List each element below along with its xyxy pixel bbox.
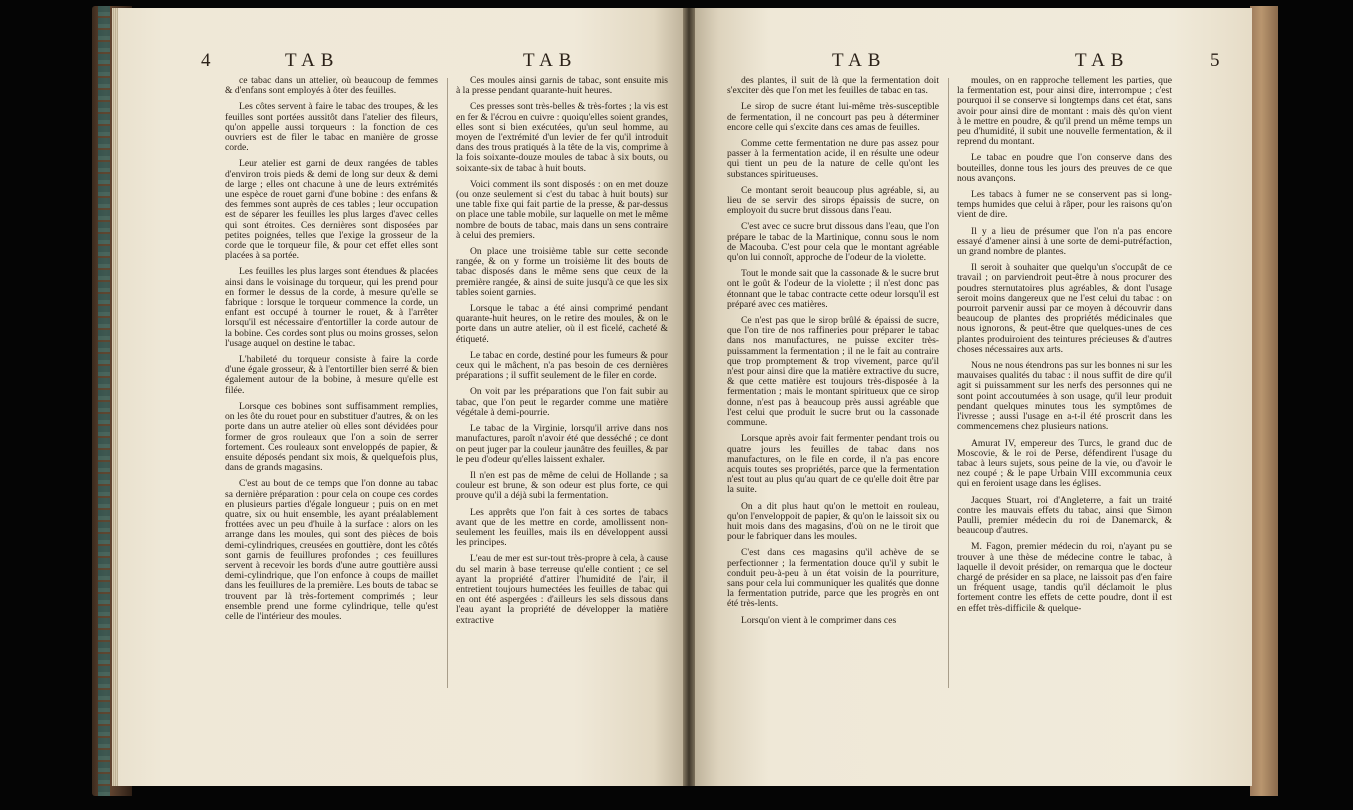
paragraph: Lorsque le tabac a été ainsi comprimé pendant quarante-huit heures, on le retire des moules, & on le porte dans un autre atelier, où il est ficelé, cacheté & étiqueté.	[456, 303, 668, 345]
paragraph: Les côtes servent à faire le tabac des troupes, & les feuilles sont portées aussitôt dans l'atelier des fileurs, qu'on appelle aussi torqueurs : la fonction de ces ouvriers est de filer le tabac en manière de grosse corde.	[225, 101, 438, 154]
column-divider	[447, 78, 448, 688]
paragraph: C'est dans ces magasins qu'il achève de se perfectionner ; la fermentation douce qu'il y subit le conduit peu-à-peu à un état voisin de la pourriture, sans pour cela lui communiquer les qualités que donne la fermentation putride, parce que les progrès en ont été très-lents.	[727, 547, 939, 610]
paragraph: Le tabac de la Virginie, lorsqu'il arrive dans nos manufactures, paroît n'avoir été que desséché ; ce dont on peut juger par la couleur jaunâtre des feuilles, & par le peu d'odeur qu'elles laissent exhaler.	[456, 423, 668, 465]
paragraph: L'eau de mer est sur-tout très-propre à cela, à cause du sel marin à base terreuse qu'elle contient ; ce sel ayant la propriété d'attirer l'humidité de l'air, il entretient toujours humectées les feuilles de tabac qui en ont été aspergées : d'ailleurs les sels dissous dans l'eau ayant la propriété de développer la matière extractive	[456, 553, 668, 626]
paragraph: Ces moules ainsi garnis de tabac, sont ensuite mis à la presse pendant quarante-huit heures.	[456, 76, 668, 97]
paragraph: moules, on en rapproche tellement les parties, que la fermentation est, pour ainsi dire, interrompue ; c'est pourquoi il se conserve si longtemps dans cet état, sans avoir pour ainsi dire de montant : mais dès qu'on vient à le mettre en poudre, & qu'il prend un même temps un peu d'humidité, il subit une nouvelle fermentation, & il reprend du montant.	[957, 76, 1172, 148]
paragraph: Amurat IV, empereur des Turcs, le grand duc de Moscovie, & le roi de Perse, défendirent l'usage du tabac à leurs sujets, sous peine de la vie, ou d'avoir le nez coupé ; & le pape Urbain VIII excommunia ceux qui en feroient usage dans les églises.	[957, 437, 1172, 490]
paragraph: L'habileté du torqueur consiste à faire la corde d'une égale grosseur, & à l'entortiller bien serré & bien également autour de la bobine, à mesure qu'elle est filée.	[225, 354, 438, 396]
paragraph: C'est avec ce sucre brut dissous dans l'eau, que l'on prépare le tabac de la Martinique, connu sous le nom de Macouba. C'est pour cela que le montant agréable qu'on lui connoît, approche de l'odeur de la violette.	[727, 221, 939, 264]
paragraph: M. Fagon, premier médecin du roi, n'ayant pu se trouver à une thèse de médecine contre le tabac, à laquelle il devoit présider, on remarqua que le docteur chargé de présider en sa place, ne laissoit pas d'en faire un fréquent usage, tandis qu'il déclamoit le plus fortement contre les effets de cette poudre, dont il est en effet très-difficile & quelque-	[957, 541, 1172, 614]
paragraph: ce tabac dans un attelier, où beaucoup de femmes & d'enfans sont employés à ôter des feuilles.	[225, 76, 438, 97]
paragraph: Voici comment ils sont disposés : on en met douze (ou onze seulement si c'est du tabac à huit bouts) sur une table fixe qui fait partie de la presse, & par-dessus on place une table mobile, sur laquelle on met le même nombre de bouts de tabac, mais dans un sens contraire à celui des premiers.	[456, 178, 668, 241]
paragraph: On place une troisième table sur cette seconde rangée, & on y forme un troisième lit des bouts de tabac disposés dans le même sens que ceux de la première rangée, & ainsi de suite jusqu'à ce que les six tables soient garnies.	[456, 246, 668, 298]
right-page-number: 5	[1210, 50, 1220, 71]
left-header-right: TAB	[523, 50, 578, 71]
paragraph: On voit par les préparations que l'on fait subir au tabac, que l'on peut le regarder comme une matière végétale à demi-pourrie.	[456, 386, 668, 418]
right-header-right: TAB	[1075, 50, 1130, 71]
paragraph: Ce n'est pas que le sirop brûlé & épaissi de sucre, que l'on tire de nos raffineries pour préparer le tabac dans nos manufactures, ne puisse exciter très-puissamment la fermentation ; il ne le fait au contraire que trop promptement & trop vivement, parce qu'il n'est pour ainsi dire que la matière extractive du sucre, & que cette matière est toujours très-disposée à la fermentation ; mais le montant spiritueux que ce sirop donne, n'est pas à beaucoup près aussi agréable que l'est celui que produit le sucre brut ou la cassonade commune.	[727, 315, 939, 429]
paragraph: Le tabac en poudre que l'on conserve dans des bouteilles, donne tous les jours des preuves de ce que nous avançons.	[957, 152, 1172, 184]
paragraph: Lorsque après avoir fait fermenter pendant trois ou quatre jours les feuilles de tabac dans nos manufactures, on le file en corde, il n'a pas encore acquis toutes ses propriétés, parce que la fermentation n'est tout au plus qu'au quart de ce qu'elle doit être par la suite.	[727, 433, 939, 496]
paragraph: Nous ne nous étendrons pas sur les bonnes ni sur les mauvaises qualités du tabac : il nous suffit de dire qu'il agit si puissamment sur les nerfs des personnes qui ne sont point accoutumées à son usage, qu'il leur produit pendant quelques minutes tous les symptômes de l'ivresse ; aussi l'usage en a-t-il été proscrit dans les commencemens chez plusieurs nations.	[957, 360, 1172, 433]
left-column-1	[225, 76, 438, 696]
left-column-2	[456, 76, 668, 696]
paragraph: des plantes, il suit de là que la fermentation doit s'exciter dès que l'on met les feuilles de tabac en tas.	[727, 76, 939, 97]
left-page-number: 4	[201, 50, 211, 71]
right-column-1	[727, 76, 939, 696]
paragraph: Il n'en est pas de même de celui de Hollande ; sa couleur est brune, & son odeur est plus forte, ce qui prouve qu'il a déjà subi la fermentation.	[456, 469, 668, 502]
paragraph: On a dit plus haut qu'on le mettoit en rouleau, qu'on l'enveloppoit de papier, & qu'on le laissoit six ou huit mois dans des magasins, d'où on ne le tiroit que pour le fabriquer dans les moules.	[727, 500, 939, 543]
paragraph: C'est au bout de ce temps que l'on donne au tabac sa dernière préparation : pour cela on coupe ces cordes en plusieurs parties d'égale longueur ; puis on en met quatre, six ou huit ensemble, les ayant préalablement frottées avec un peu d'huile à la surface : alors on les arrange dans les moules, qui sont des pièces de bois demi-cylindriques, creusées en gouttière, dont les côtés sont garnis de feuillures profondes ; ces feuillures servent à recevoir les bords d'une autre gouttière aussi demi-cylindrique, que l'on enfonce à coups de maillet dans les feuillures de la première. Les bouts de tabac se trouvent par là très-fortement comprimés ; leur ensemble prend une forme cylindrique, telle qu'est celle de l'intérieur des moules.	[225, 478, 438, 622]
paragraph: Leur atelier est garni de deux rangées de tables d'environ trois pieds & demi de long sur deux & demi de large ; elles ont chacune à une de leurs extrémités une espèce de rouet garni d'une bobine : des enfans & des femmes sont auprès de ces tables ; leur occupation est de séparer les feuilles les plus larges d'avec celles qui sont étroites. Ces dernières sont disposées par petites poignées, telles que l'exige la grosseur de la corde que le torqueur file, & pour cet effet elles sont placées à sa portée.	[225, 158, 438, 262]
paragraph: Les tabacs à fumer ne se conservent pas si long-temps humides que celui à râper, pour les raisons qu'on vient de dire.	[957, 189, 1172, 221]
paragraph: Le sirop de sucre étant lui-même très-susceptible de fermentation, il ne concourt pas peu à déterminer encore celle qui s'excite dans ces amas de feuilles.	[727, 101, 939, 133]
paragraph: Comme cette fermentation ne dure pas assez pour passer à la fermentation acide, il en résulte une odeur qui tient un peu de la nature de celle qu'ont les substances spiritueuses.	[727, 138, 939, 180]
right-header-left: TAB	[832, 50, 887, 71]
paragraph: Ce montant seroit beaucoup plus agréable, si, au lieu de se servir des sirops épaissis de sucre, on employoit du sucre brut dissous dans l'eau.	[727, 184, 939, 217]
paragraph: Le tabac en corde, destiné pour les fumeurs & pour ceux qui le mâchent, n'a pas besoin de ces dernières préparations ; il suffit seulement de le filer en corde.	[456, 349, 668, 382]
paragraph: Lorsqu'on vient à le comprimer dans ces	[741, 614, 897, 626]
paragraph: Ces presses sont très-belles & très-fortes ; la vis est en fer & l'écrou en cuivre : quoiqu'elles soient grandes, elles sont si bien exécutées, qu'un seul homme, au moyen de l'extrémité d'un levier de fer qu'il introduit dans des trous pratiqués à la tête de la vis, comprime à la fois soixante-douze moules de tabac à six bouts, ou soixante-six de tabac à huit bouts.	[456, 101, 668, 174]
paragraph: Tout le monde sait que la cassonade & le sucre brut ont le goût & l'odeur de la violette ; il n'est donc pas étonnant que le tabac contracte cette odeur lorsqu'il est préparé avec ces matières.	[727, 268, 939, 310]
left-header-left: TAB	[285, 50, 340, 71]
paragraph: Jacques Stuart, roi d'Angleterre, a fait un traité contre les mauvais effets du tabac, ainsi que Simon Paulli, premier médecin du roi de Danemarck, & beaucoup d'autres.	[957, 494, 1172, 537]
paragraph: Il y a lieu de présumer que l'on n'a pas encore essayé d'amener ainsi à une sorte de demi-putréfaction, un grand nombre de plantes.	[957, 225, 1172, 258]
paragraph: Il seroit à souhaiter que quelqu'un s'occupât de ce travail ; on parviendroit peut-être à nous procurer des poudres sternutatoires plus agréables, & dont l'usage seroit moins dangereux que ne l'est celui du tabac : on pourroit parvenir aussi par ce moyen à découvrir dans beaucoup de plantes des propriétés médicinales que nous ignorons, & peut-être que quelques-unes de ces plantes produiroient des teintures précieuses & d'autres choses nécessaires aux arts.	[957, 262, 1172, 355]
book-gutter	[683, 8, 695, 786]
right-cover-binding	[1250, 6, 1278, 796]
paragraph: Les apprêts que l'on fait à ces sortes de tabacs avant que de les mettre en corde, amollissent non-seulement les feuilles, mais ils en développent aussi les principes.	[456, 506, 668, 549]
right-column-2	[957, 76, 1172, 696]
marbled-edge	[98, 6, 110, 796]
paragraph: Lorsque ces bobines sont suffisamment remplies, on les ôte du rouet pour en substituer d'autres, & on les porte dans un autre atelier où elles sont dévidées pour former de gros rouleaux que l'on a soin de serrer fortement. Ces rouleaux sont enveloppés de papier, & ensuite déposés pendant six mois, & quelquefois plus, dans de grands magasins.	[225, 400, 438, 474]
column-divider	[948, 78, 949, 688]
paragraph: Les feuilles les plus larges sont étendues & placées ainsi dans le voisinage du torqueur, qui les prend pour en former le dessus de la corde, à mesure qu'elle se fabrique : lorsque le torqueur commence la corde, un enfant est occupé à tourner le rouet, & à l'arrêter lorsqu'il est nécessaire d'entortiller la corde autour de la bobine. Ces cordes sont plus ou moins grosses, selon l'usage auquel on destine le tabac.	[225, 266, 438, 349]
